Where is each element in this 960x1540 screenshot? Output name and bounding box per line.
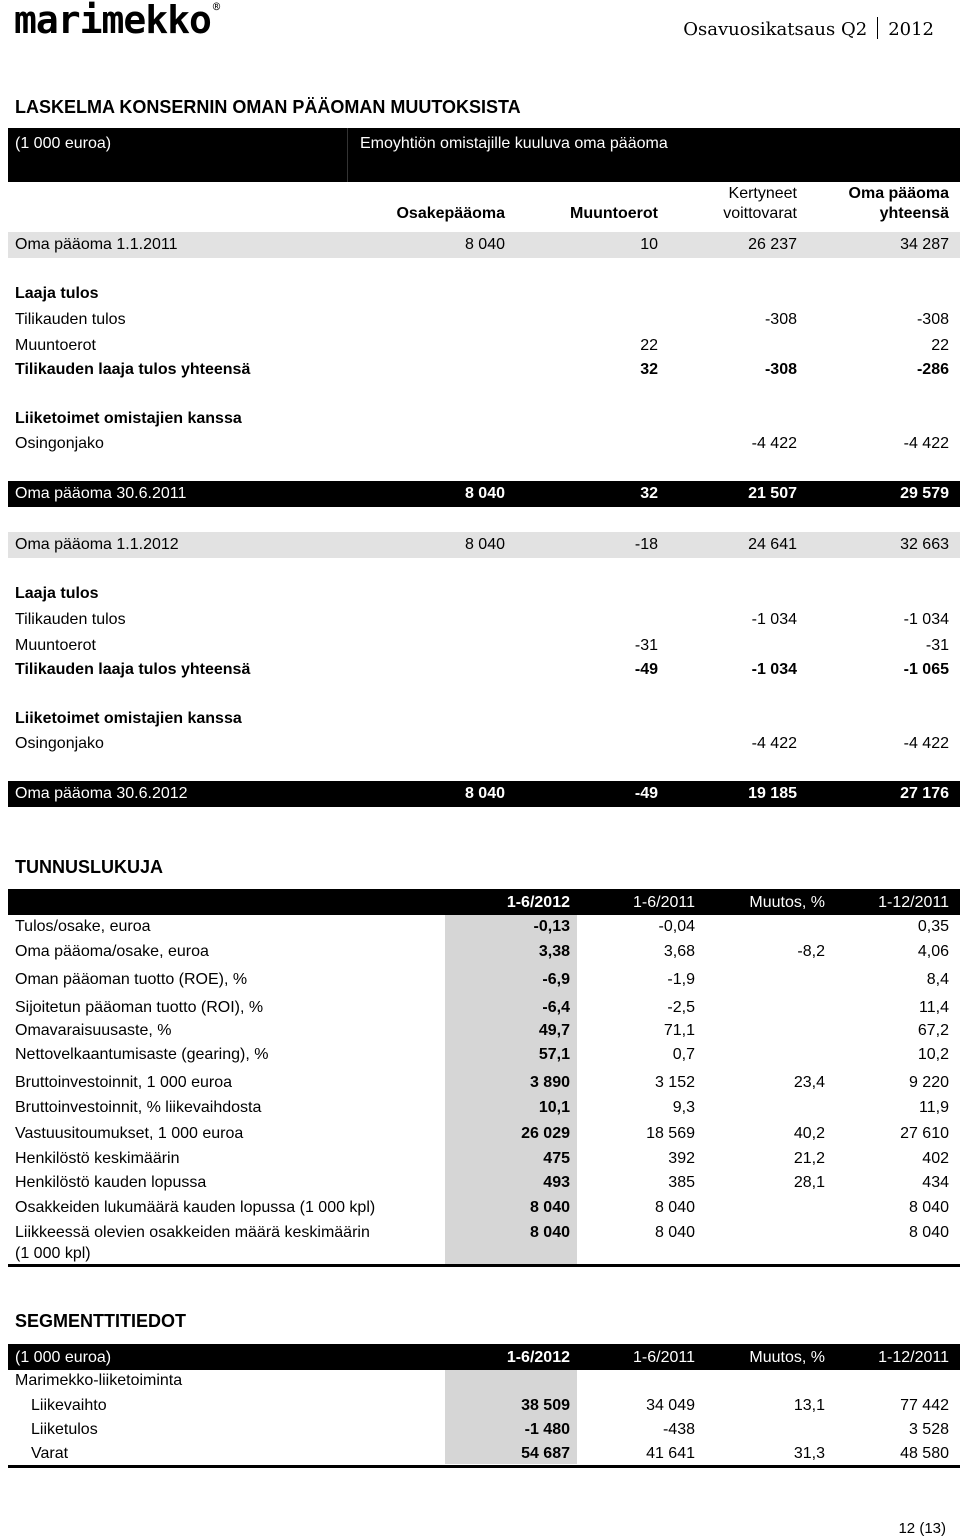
table-row: Varat 54 687 41 641 31,3 48 580 [31, 1445, 949, 1462]
equity-group-header: Emoyhtiön omistajille kuuluva oma pääoma [360, 135, 668, 152]
table-row: Oma pääoma 1.1.2012 8 040 -18 24 641 32 663 [15, 536, 949, 553]
table-row: Henkilöstö kauden lopussa 493 385 28,1 434 [15, 1174, 949, 1191]
table-row: Tilikauden tulos -308 -308 [15, 311, 949, 328]
col-retained-earnings-1: Kertyneet [728, 185, 797, 202]
page-number: 12 (13) [898, 1520, 946, 1537]
table-row: Vastuusitoumukset, 1 000 euroa 26 029 18 569 40,2 27 610 [15, 1125, 949, 1142]
section-label: Liiketoimet omistajien kanssa [15, 710, 242, 727]
table-row: Tilikauden tulos -1 034 -1 034 [15, 611, 949, 628]
table-row: Henkilöstö keskimäärin 475 392 21,2 402 [15, 1150, 949, 1167]
table-row: Oman pääoman tuotto (ROE), % -6,9 -1,9 8,4 [15, 971, 949, 988]
kpi-bottom-rule [8, 1264, 960, 1267]
table-row: Oma pääoma 1.1.2011 8 040 10 26 237 34 287 [15, 236, 949, 253]
table-row: Osingonjako -4 422 -4 422 [15, 435, 949, 452]
table-row: Tilikauden laaja tulos yhteensä -49 -1 034 -1 065 [15, 661, 949, 678]
report-title: Osavuosikatsaus Q2 2012 [683, 19, 934, 40]
segment-bottom-rule [8, 1465, 960, 1468]
table-row-continuation: (1 000 kpl) [15, 1245, 91, 1262]
table-row: Tilikauden laaja tulos yhteensä 32 -308 -286 [15, 361, 949, 378]
table-row: Bruttoinvestoinnit, % liikevaihdosta 10,1 9,3 11,9 [15, 1099, 949, 1116]
section-label: Laaja tulos [15, 585, 99, 602]
company-logo: marimekko ® [14, 0, 220, 42]
equity-title: LASKELMA KONSERNIN OMAN PÄÄOMAN MUUTOKSISTA [15, 97, 521, 117]
table-row: Liikkeessä olevien osakkeiden määrä keskimäärin 8 040 8 040 8 040 [15, 1224, 949, 1241]
equity-unit: (1 000 euroa) [15, 135, 112, 152]
table-row: Muuntoerot 22 22 [15, 337, 949, 354]
segment-group: Marimekko-liiketoiminta [15, 1372, 183, 1389]
segment-title: SEGMENTTITIEDOT [15, 1311, 186, 1331]
table-row: Osingonjako -4 422 -4 422 [15, 735, 949, 752]
table-row: Sijoitetun pääoman tuotto (ROI), % -6,4 -2,5 11,4 [15, 999, 949, 1016]
table-row: Liikevaihto 38 509 34 049 13,1 77 442 [31, 1397, 949, 1414]
table-row: Osakkeiden lukumäärä kauden lopussa (1 000 kpl) 8 040 8 040 8 040 [15, 1199, 949, 1216]
table-row: Tulos/osake, euroa -0,13 -0,04 0,35 [15, 918, 949, 935]
col-share-capital: Osakepääoma [396, 205, 505, 222]
segment-header-row: (1 000 euroa) 1-6/2012 1-6/2011 Muutos, % 1-12/2011 [15, 1349, 949, 1366]
table-row: Omavaraisuusaste, % 49,7 71,1 67,2 [15, 1022, 949, 1039]
kpi-header-row: 1-6/2012 1-6/2011 Muutos, % 1-12/2011 [506, 894, 949, 911]
table-row: Liiketulos -1 480 -438 3 528 [31, 1421, 949, 1438]
table-row: Nettovelkaantumisaste (gearing), % 57,1 0,7 10,2 [15, 1046, 949, 1063]
section-label: Liiketoimet omistajien kanssa [15, 410, 242, 427]
total-row: Oma pääoma 30.6.2012 8 040 -49 19 185 27 176 [15, 785, 949, 802]
kpi-title: TUNNUSLUKUJA [15, 857, 163, 877]
col-total-equity-2: yhteensä [879, 205, 949, 222]
table-row: Bruttoinvestoinnit, 1 000 euroa 3 890 3 152 23,4 9 220 [15, 1074, 949, 1091]
col-retained-earnings-2: voittovarat [723, 205, 797, 222]
table-row: Muuntoerot -31 -31 [15, 637, 949, 654]
header-divider [347, 128, 348, 182]
table-row: Oma pääoma/osake, euroa 3,38 3,68 -8,2 4,06 [15, 943, 949, 960]
col-translation-diff: Muuntoerot [570, 205, 658, 222]
col-total-equity-1: Oma pääoma [848, 185, 949, 202]
section-label: Laaja tulos [15, 285, 99, 302]
total-row: Oma pääoma 30.6.2011 8 040 32 21 507 29 579 [15, 485, 949, 502]
